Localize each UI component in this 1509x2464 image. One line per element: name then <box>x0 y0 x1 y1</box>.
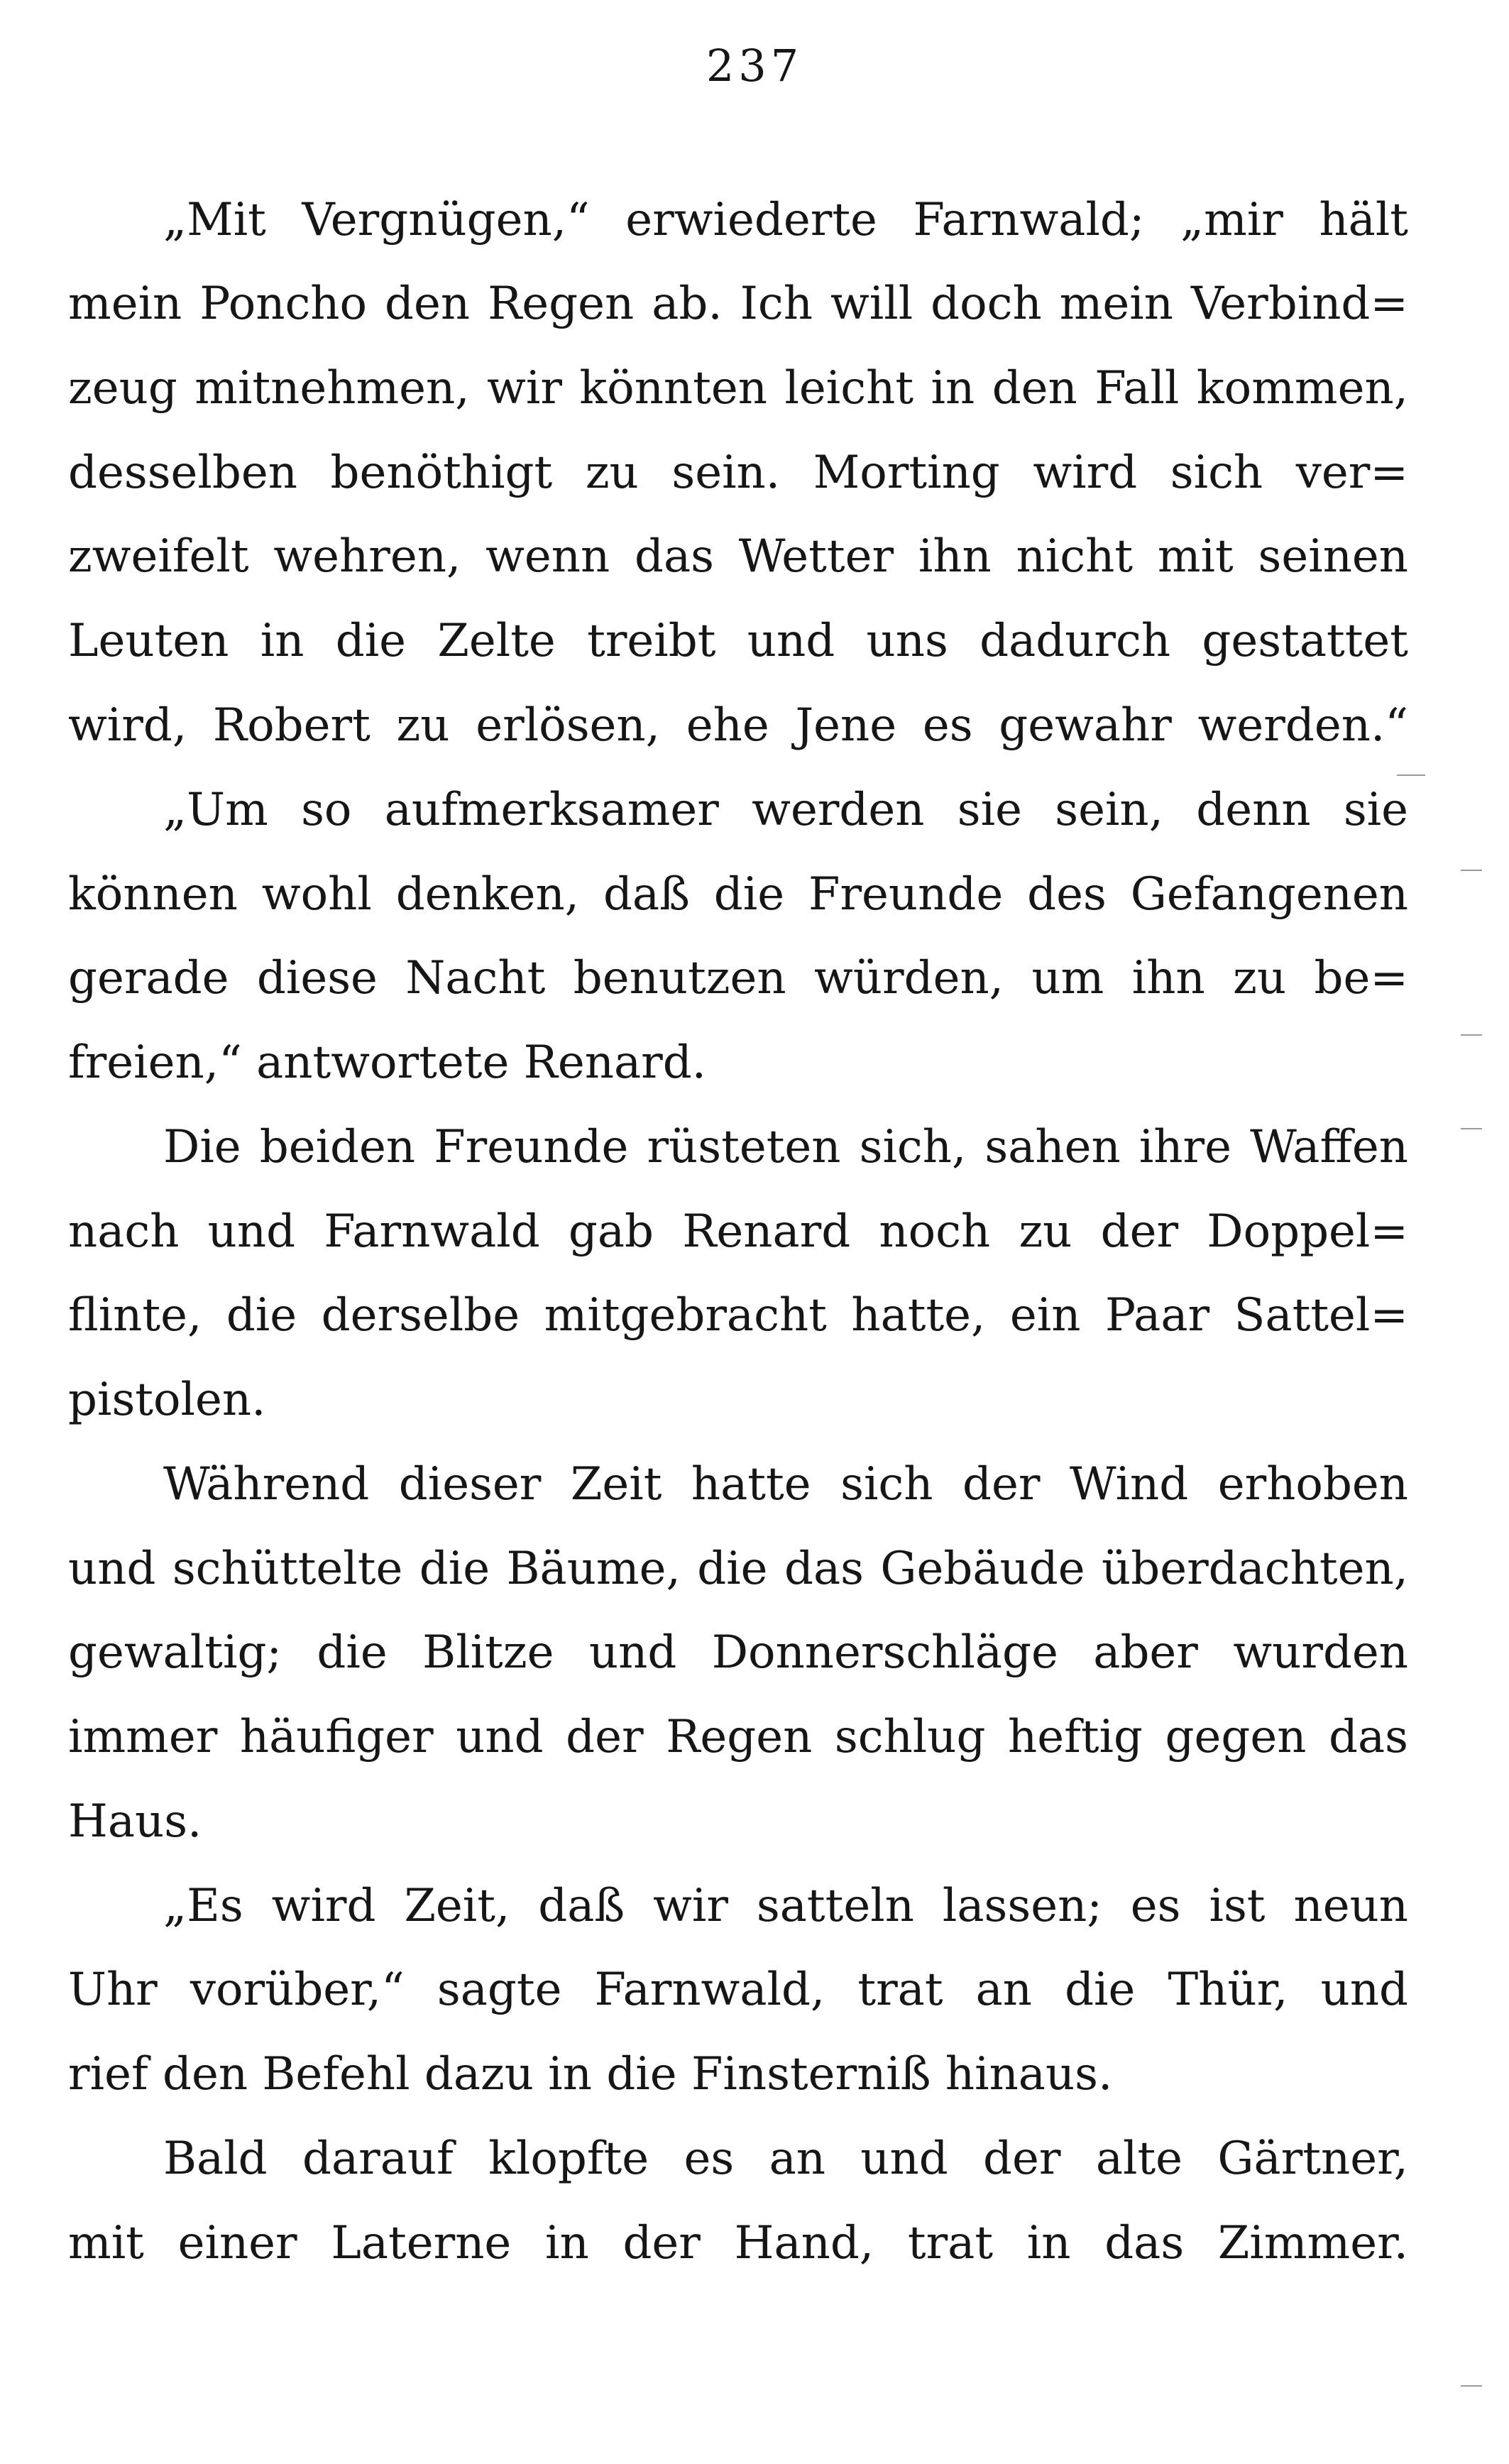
text-line: mit einer Laterne in der Hand, trat in das Zimmer. <box>68 2217 1408 2269</box>
text-line: freien,“ antwortete Renard. <box>68 1036 706 1089</box>
margin-mark <box>1461 2385 1482 2387</box>
text-line: „Es wird Zeit, daß wir satteln lassen; es ist neun <box>163 1880 1408 1932</box>
page-number: 237 <box>706 40 803 92</box>
text-line: nach und Farnwald gab Renard noch zu der Doppel= <box>68 1205 1408 1258</box>
text-line: mein Poncho den Regen ab. Ich will doch mein Verbind= <box>68 278 1408 330</box>
text-line: können wohl denken, daß die Freunde des Gefangenen <box>68 868 1408 921</box>
text-line: „Um so aufmerksamer werden sie sein, denn sie <box>163 784 1408 836</box>
text-line: Haus. <box>68 1795 202 1848</box>
text-line: immer häufiger und der Regen schlug heftig gegen das <box>68 1711 1408 1763</box>
text-line: flinte, die derselbe mitgebracht hatte, ein Paar Sattel= <box>68 1289 1408 1342</box>
text-line: zeug mitnehmen, wir könnten leicht in den Fall kommen, <box>68 362 1408 415</box>
margin-mark <box>1461 1034 1482 1036</box>
text-line: „Mit Vergnügen,“ erwiederte Farnwald; „mir hält <box>163 194 1408 246</box>
text-line: Uhr vorüber,“ sagte Farnwald, trat an die Thür, und <box>68 1964 1408 2016</box>
margin-mark <box>1461 870 1482 871</box>
text-line: pistolen. <box>68 1374 266 1426</box>
text-line: gewaltig; die Blitze und Donnerschläge aber wurden <box>68 1626 1408 1679</box>
text-line: Die beiden Freunde rüsteten sich, sahen ihre Waffen <box>163 1121 1408 1173</box>
margin-mark <box>1461 1128 1482 1129</box>
text-line: Bald darauf klopfte es an und der alte Gärtner, <box>163 2132 1408 2185</box>
text-line: desselben benöthigt zu sein. Morting wird sich ver= <box>68 447 1408 499</box>
text-line: wird, Robert zu erlösen, ehe Jene es gewahr werden.“ <box>68 699 1408 752</box>
text-line: Während dieser Zeit hatte sich der Wind erhoben <box>163 1458 1408 1511</box>
margin-mark <box>1397 774 1425 776</box>
text-line: rief den Befehl dazu in die Finsterniß hinaus. <box>68 2048 1113 2101</box>
text-line: und schüttelte die Bäume, die das Gebäude überdachten, <box>68 1543 1408 1595</box>
text-line: zweifelt wehren, wenn das Wetter ihn nicht mit seinen <box>68 530 1408 583</box>
text-line: gerade diese Nacht benutzen würden, um ihn zu be= <box>68 952 1408 1004</box>
text-line: Leuten in die Zelte treibt und uns dadurch gestattet <box>68 615 1408 667</box>
